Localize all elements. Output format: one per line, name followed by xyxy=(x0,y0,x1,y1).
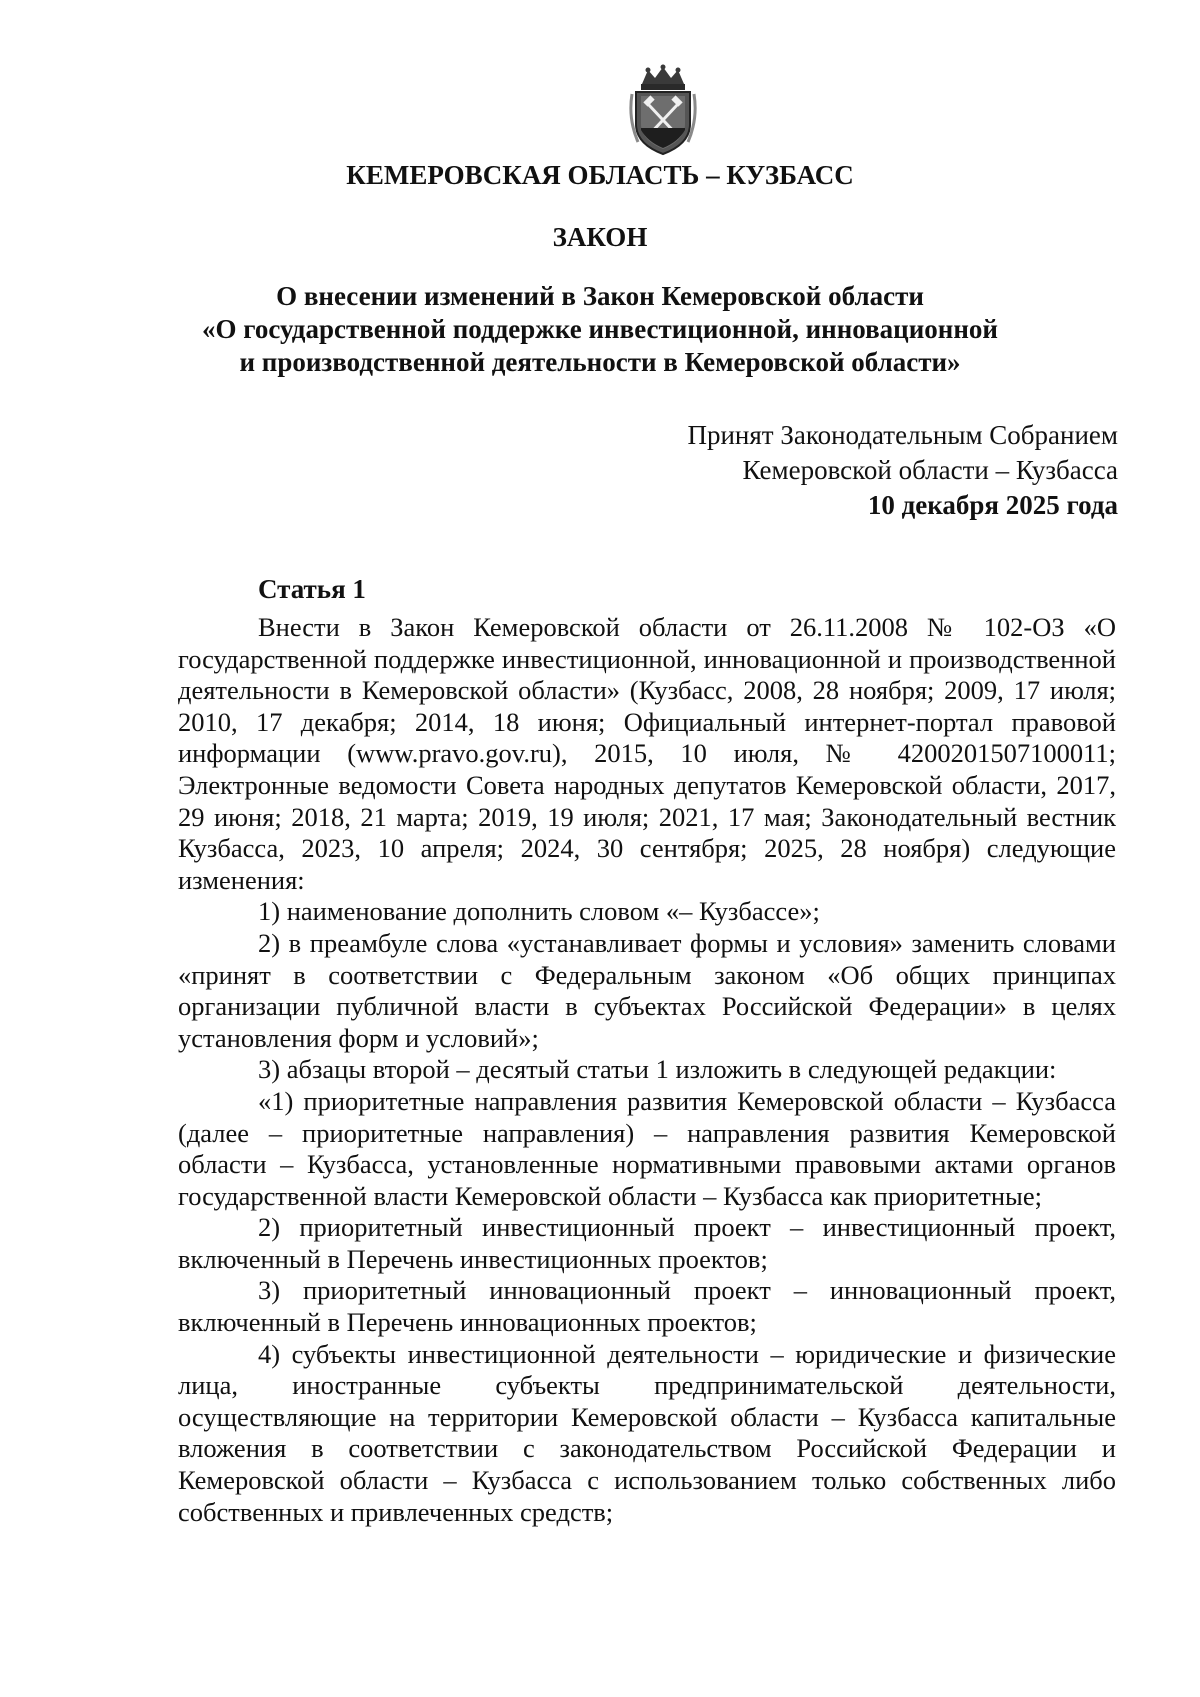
law-title-line: О внесении изменений в Закон Кемеровской области xyxy=(276,281,924,311)
law-title-line: и производственной деятельности в Кемеровской области» xyxy=(239,347,961,377)
adoption-block xyxy=(687,418,1118,523)
paragraph: 3) приоритетный инновационный проект – инновационный проект, включенный в Перечень инновационных проектов; xyxy=(178,1275,1116,1338)
adoption-assembly: Кемеровской области – Кузбасса xyxy=(742,455,1118,485)
region-name: КЕМЕРОВСКАЯ ОБЛАСТЬ – КУЗБАСС xyxy=(346,160,854,190)
paragraph: Внести в Закон Кемеровской области от 26.11.2008 № 102-ОЗ «О государственной поддержке инвестиционной, инновационной и производственной деятельности в Кемеровской области» (Кузбасс, 2008, 28 ноября; 2009, 17 июля; 2010, 17 декабря; 2014, 18 июня; Официальный интернет-портал правовой информации (www.pravo.gov.ru), 2015, 10 июля, № 4200201507100011; Электронные ведомости Совета народных депутатов Кемеровской области, 2017, 29 июня; 2018, 21 марта; 2019, 19 июля; 2021, 17 мая; Законодательный вестник Кузбасса, 2023, 10 апреля; 2024, 30 сентября; 2025, 28 ноября) следующие изменения: xyxy=(178,612,1116,895)
kemerovo-coat-of-arms-icon xyxy=(628,64,698,156)
article-heading: Статья 1 xyxy=(258,574,366,604)
document-type: ЗАКОН xyxy=(552,222,648,252)
article-body xyxy=(178,612,1116,1528)
paragraph: 2) в преамбуле слова «устанавливает формы и условия» заменить словами «принят в соответствии с Федеральным законом «Об общих принципах организации публичной власти в субъектах Российской Федерации» в целях установления форм и условий»; xyxy=(178,927,1116,1053)
paragraph: 4) субъекты инвестиционной деятельности – юридические и физические лица, иностранные субъекты предпринимательской деятельности, осуществляющие на территории Кемеровской области – Кузбасса капитальные вложения в соответствии с законодательством Российской Федерации и Кемеровской области – Кузбасса с использованием только собственных либо собственных и привлеченных средств; xyxy=(178,1338,1116,1527)
paragraph: 2) приоритетный инвестиционный проект – инвестиционный проект, включенный в Перечень инвестиционных проектов; xyxy=(178,1212,1116,1274)
law-title-line: «О государственной поддержке инвестиционной, инновационной xyxy=(202,314,998,344)
paragraph: 1) наименование дополнить словом «– Кузбассе»; xyxy=(258,896,820,927)
law-title xyxy=(0,280,1200,379)
paragraph: 3) абзацы второй – десятый статьи 1 изложить в следующей редакции: xyxy=(258,1054,1057,1085)
paragraph: «1) приоритетные направления развития Кемеровской области – Кузбасса (далее – приоритетные направления) – направления развития Кемеровской области – Кузбасса, установленные нормативными правовыми актами органов государственной власти Кемеровской области – Кузбасса как приоритетные; xyxy=(178,1085,1116,1211)
adoption-date: 10 декабря 2025 года xyxy=(867,490,1118,520)
adoption-body: Принят Законодательным Собранием xyxy=(687,420,1118,450)
